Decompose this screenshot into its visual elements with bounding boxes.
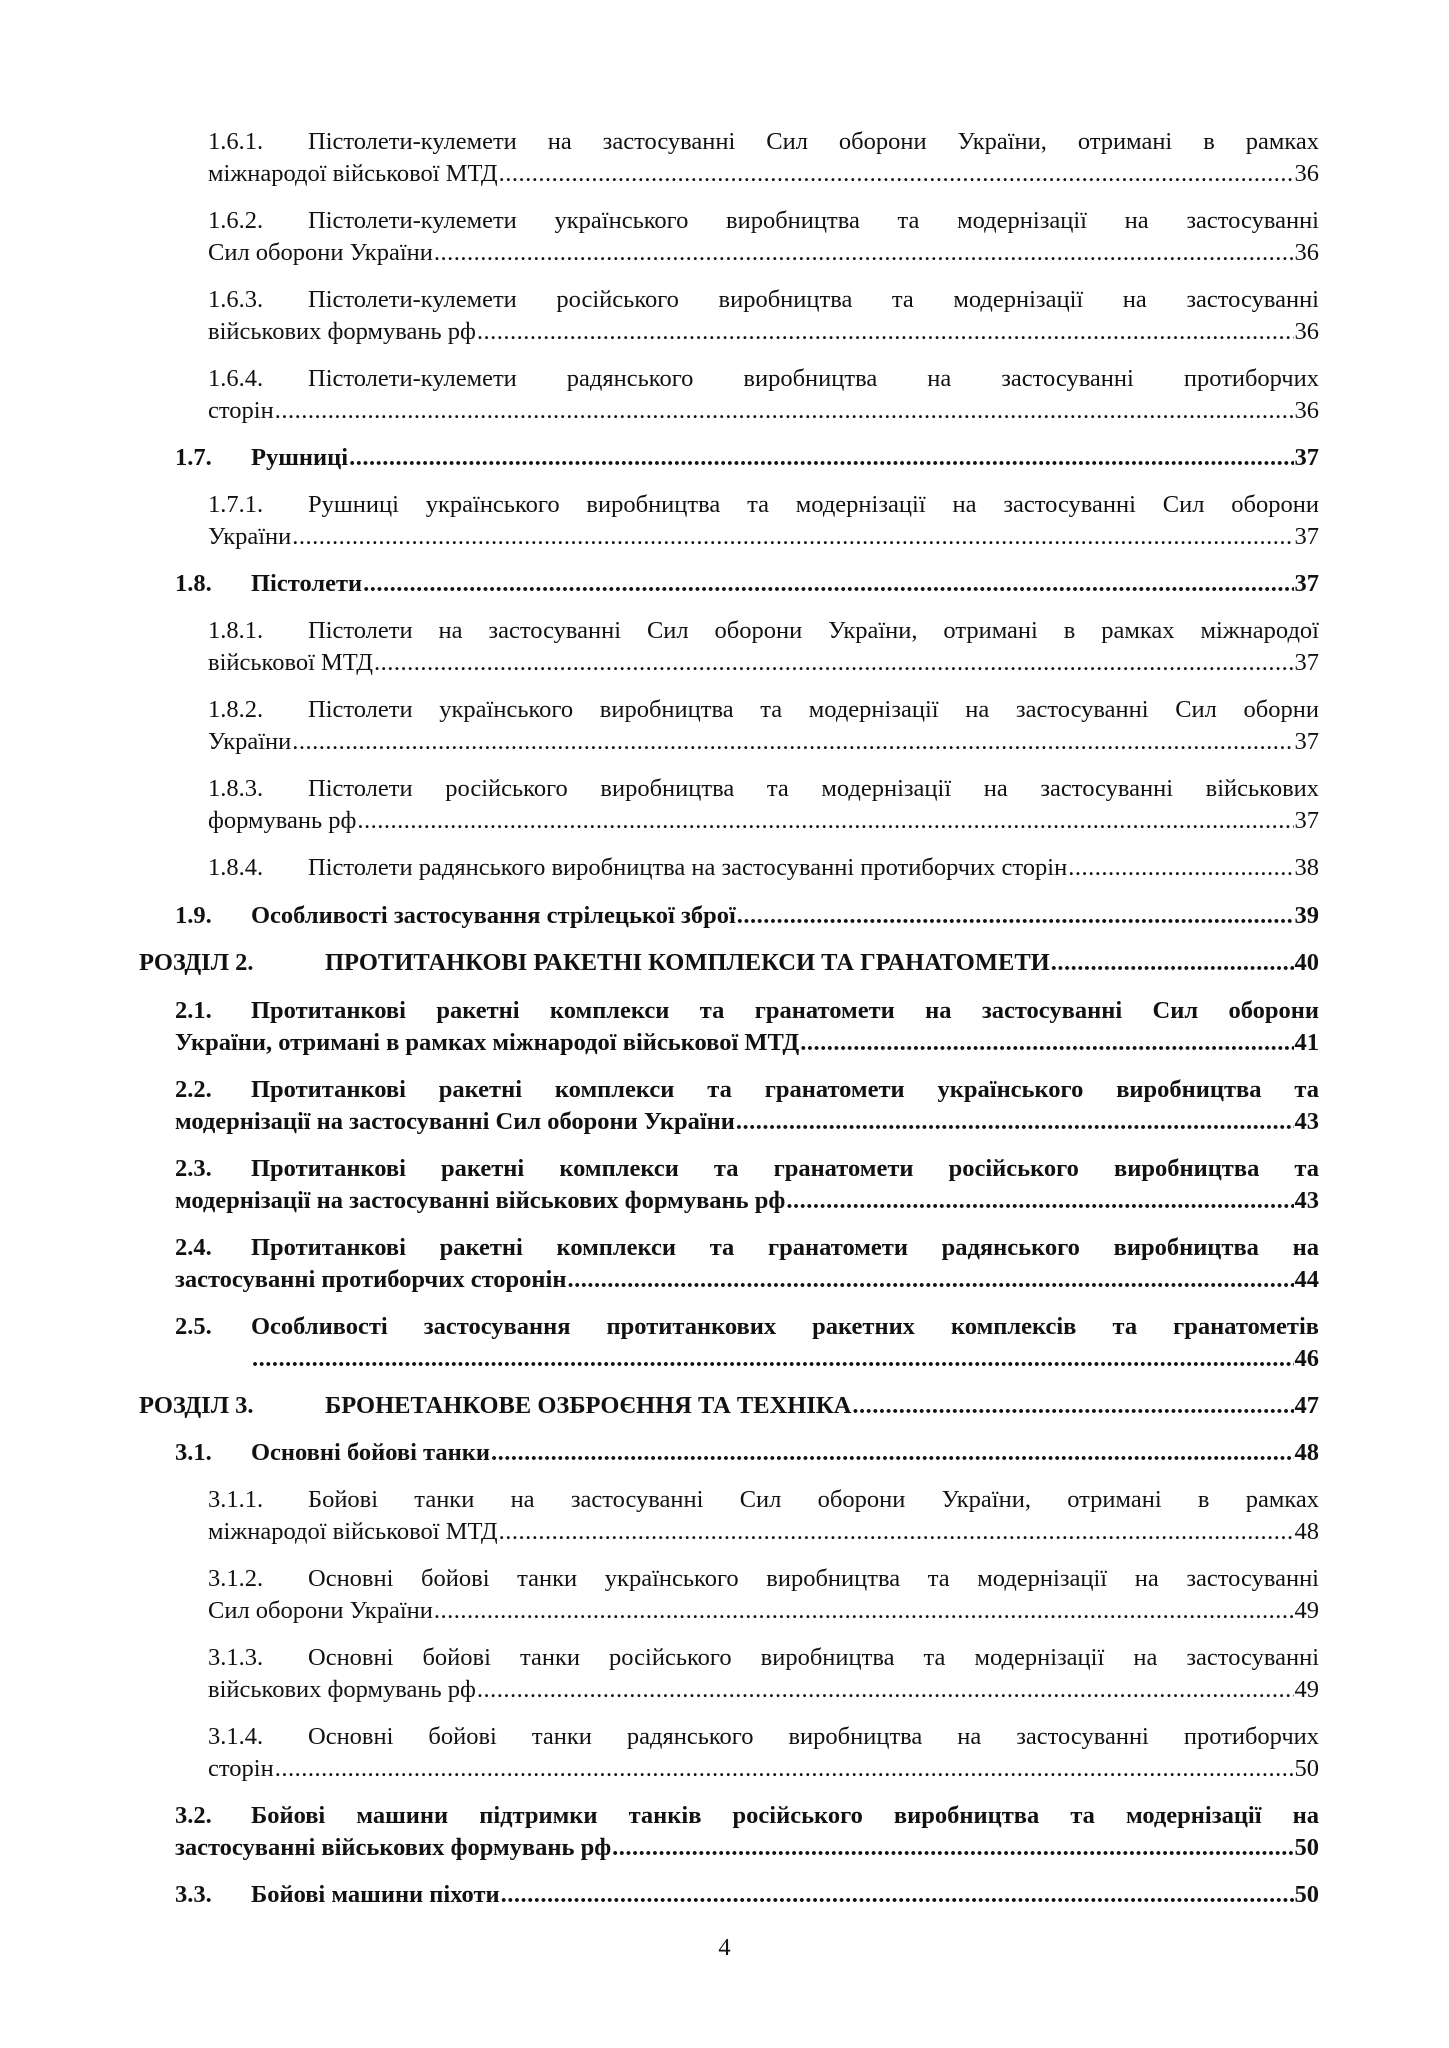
toc-number: РОЗДІЛ 3. (139, 1392, 254, 1419)
toc-title-line1: Пістолети-кулемети радянського виробництва на застосуванні протиборчих (308, 365, 1319, 392)
toc-title-line1: Основні бойові танки російського виробництва та модернізації на застосуванні (308, 1644, 1319, 1671)
toc-page-number: 37 (1294, 728, 1319, 755)
toc-page-number: 43 (1294, 1108, 1319, 1135)
toc-number: 1.6.2. (208, 207, 264, 234)
toc-number: 2.2. (175, 1076, 212, 1103)
toc-title-line2: модернізації на застосуванні Сил оборони України (175, 1108, 735, 1135)
toc-number: 1.7. (175, 444, 212, 471)
toc-number: РОЗДІЛ 2. (139, 949, 254, 976)
toc-leader-dots (434, 1595, 1294, 1627)
toc-title-line2: сторін (208, 1755, 274, 1782)
toc-leader-dots (786, 1185, 1293, 1217)
toc-entry-1-8-1[interactable] (208, 615, 1319, 679)
toc-entry-1-6-3[interactable] (208, 284, 1319, 348)
toc-page-number: 49 (1294, 1597, 1319, 1624)
toc-page-number: 37 (1294, 444, 1319, 471)
toc-page-number: 41 (1294, 1029, 1319, 1056)
toc-entry-1-8[interactable] (175, 568, 1319, 600)
toc-leader-dots (349, 442, 1293, 474)
toc-leader-dots (275, 1753, 1294, 1785)
page-number: 4 (718, 1934, 731, 1961)
toc-leader-dots (363, 568, 1293, 600)
toc-entry-1-8-3[interactable] (208, 773, 1319, 837)
toc-number: 2.4. (175, 1234, 212, 1261)
toc-page-number: 46 (1294, 1345, 1319, 1372)
toc-entry-1-8-4[interactable] (208, 852, 1319, 884)
toc-entry-3-3[interactable] (175, 1879, 1319, 1911)
toc-title-line1: Пістолети-кулемети на застосуванні Сил оборони України, отримані в рамках (308, 128, 1319, 155)
toc-title-line1: Протитанкові ракетні комплекси та гранатомети російського виробництва та (251, 1155, 1319, 1182)
toc-leader-dots (357, 805, 1293, 837)
toc-number: 3.1. (175, 1439, 212, 1466)
toc-title-line1: Пістолети-кулемети українського виробництва та модернізації на застосуванні (308, 207, 1319, 234)
toc-number: 1.9. (175, 902, 212, 929)
toc-title-line2: України (208, 523, 292, 550)
toc-page-number: 48 (1294, 1518, 1319, 1545)
toc-title-line1: Протитанкові ракетні комплекси та гранатомети радянського виробництва на (251, 1234, 1319, 1261)
toc-entry-2-3[interactable] (175, 1153, 1319, 1217)
toc-title-line2: сторін (208, 397, 274, 424)
toc-title-line2: Сил оборони України (208, 1597, 433, 1624)
toc-number: 1.8.3. (208, 775, 264, 802)
toc-page-number: 37 (1294, 807, 1319, 834)
toc-leader-dots (477, 1674, 1294, 1706)
toc-page-number: 38 (1294, 854, 1319, 881)
toc-title-line2: військових формувань рф (208, 1676, 476, 1703)
toc-entry-2-5[interactable] (175, 1311, 1319, 1375)
toc-title-line1: Бойові танки на застосуванні Сил оборони України, отримані в рамках (308, 1486, 1319, 1513)
toc-leader-dots (800, 1027, 1293, 1059)
toc-page-number: 36 (1294, 318, 1319, 345)
toc-title-line2: Сил оборони України (208, 239, 433, 266)
toc-number: 1.8.4. (208, 854, 264, 881)
toc-number: 2.3. (175, 1155, 212, 1182)
toc-leader-dots (612, 1832, 1293, 1864)
toc-page-number: 36 (1294, 160, 1319, 187)
toc-page-number: 39 (1294, 902, 1319, 929)
toc-title-line1: Основні бойові танки українського виробництва та модернізації на застосуванні (308, 1565, 1319, 1592)
toc-leader-dots (499, 158, 1294, 190)
toc-title-line1: Протитанкові ракетні комплекси та гранатомети на застосуванні Сил оборони (251, 997, 1319, 1024)
toc-title: Рушниці (251, 444, 349, 471)
toc-leader-dots (567, 1264, 1293, 1296)
toc-title-line2: України (208, 728, 292, 755)
toc-title-line2: формувань рф (208, 807, 357, 834)
toc-leader-dots (292, 521, 1293, 553)
toc-page-number: 43 (1294, 1187, 1319, 1214)
toc-title-line1: Пістолети українського виробництва та модернізації на застосуванні Сил оборни (308, 696, 1319, 723)
toc-leader-dots (737, 900, 1294, 932)
toc-entry-3-1-4[interactable] (208, 1721, 1319, 1785)
toc-leader-dots (1068, 852, 1293, 884)
toc-title-line2: України, отримані в рамках міжнародої військової МТД (175, 1029, 800, 1056)
toc-entry-1-8-2[interactable] (208, 694, 1319, 758)
toc-number: 2.5. (175, 1313, 212, 1340)
toc-chapter-2[interactable] (139, 947, 1319, 979)
toc-title-line2: міжнародої військової МТД (208, 160, 498, 187)
toc-title: ПРОТИТАНКОВІ РАКЕТНІ КОМПЛЕКСИ ТА ГРАНАТОМЕТИ (325, 949, 1050, 976)
toc-title-line2: застосуванні військових формувань рф (175, 1834, 612, 1861)
toc-title-line1: Особливості застосування протитанкових ракетних комплексів та гранатометів (251, 1313, 1319, 1340)
toc-number: 1.8.1. (208, 617, 264, 644)
toc-page-number: 50 (1294, 1755, 1319, 1782)
toc-title-line2: модернізації на застосуванні військових формувань рф (175, 1187, 786, 1214)
toc-entry-2-4[interactable] (175, 1232, 1319, 1296)
toc-title: Бойові машини піхоти (251, 1881, 500, 1908)
toc-title-line2: військових формувань рф (208, 318, 476, 345)
toc-entry-3-2[interactable] (175, 1800, 1319, 1864)
toc-page-number: 36 (1294, 239, 1319, 266)
toc-number: 1.6.3. (208, 286, 264, 313)
toc-entry-2-2[interactable] (175, 1074, 1319, 1138)
toc-leader-dots (852, 1390, 1293, 1422)
toc-leader-dots (1051, 947, 1294, 979)
toc-leader-dots (275, 395, 1294, 427)
toc-number: 3.1.4. (208, 1723, 264, 1750)
toc-title-line1: Протитанкові ракетні комплекси та гранатомети українського виробництва та (251, 1076, 1319, 1103)
toc-entry-1-6-2[interactable] (208, 205, 1319, 269)
toc-page-number: 48 (1294, 1439, 1319, 1466)
toc-number: 1.6.4. (208, 365, 264, 392)
toc-entry-3-1-3[interactable] (208, 1642, 1319, 1706)
toc-leader-dots (434, 237, 1294, 269)
toc-title-line2: військової МТД (208, 649, 373, 676)
toc-number: 3.1.3. (208, 1644, 264, 1671)
toc-page-number: 36 (1294, 397, 1319, 424)
toc-leader-dots (499, 1516, 1294, 1548)
toc-title-line1: Бойові машини підтримки танків російського виробництва та модернізації на (251, 1802, 1319, 1829)
toc-title-line1: Пістолети російського виробництва та модернізації на застосуванні військових (308, 775, 1319, 802)
toc-number: 1.7.1. (208, 491, 264, 518)
toc-title-line1: Пістолети-кулемети російського виробництва та модернізації на застосуванні (308, 286, 1319, 313)
toc-leader-dots (491, 1437, 1294, 1469)
toc-leader-dots (736, 1106, 1294, 1138)
toc-chapter-3[interactable] (139, 1390, 1319, 1422)
toc-number: 2.1. (175, 997, 212, 1024)
toc-page-number: 37 (1294, 523, 1319, 550)
toc-entry-1-7-1[interactable] (208, 489, 1319, 553)
toc-page-number: 40 (1294, 949, 1319, 976)
toc-page-number: 44 (1294, 1266, 1319, 1293)
toc-number: 3.2. (175, 1802, 212, 1829)
toc-leader-dots (292, 726, 1293, 758)
toc-page-number: 37 (1294, 649, 1319, 676)
toc-title: Особливості застосування стрілецької зброї (251, 902, 736, 929)
toc-title: Основні бойові танки (251, 1439, 490, 1466)
toc-entry-3-1-1[interactable] (208, 1484, 1319, 1548)
toc-number: 1.8. (175, 570, 212, 597)
toc-entry-3-1[interactable] (175, 1437, 1319, 1469)
toc-entry-1-6-4[interactable] (208, 363, 1319, 427)
toc-entry-1-7[interactable] (175, 442, 1319, 474)
toc-page-number: 49 (1294, 1676, 1319, 1703)
toc-title: Пістолети радянського виробництва на застосуванні протиборчих сторін (308, 854, 1068, 881)
toc-entry-3-1-2[interactable] (208, 1563, 1319, 1627)
toc-title: Пістолети (251, 570, 363, 597)
toc-entry-1-6-1[interactable] (208, 126, 1319, 190)
toc-number: 1.8.2. (208, 696, 264, 723)
toc-title-line1: Пістолети на застосуванні Сил оборони України, отримані в рамках міжнародої (308, 617, 1319, 644)
toc-page-number: 50 (1294, 1881, 1319, 1908)
toc-leader-dots (501, 1879, 1294, 1911)
toc-page-number: 37 (1294, 570, 1319, 597)
toc-page-number: 47 (1294, 1392, 1319, 1419)
toc-title-line2: міжнародої військової МТД (208, 1518, 498, 1545)
toc-number: 3.1.1. (208, 1486, 264, 1513)
toc-leader-dots (374, 647, 1294, 679)
toc-entry-2-1[interactable] (175, 995, 1319, 1059)
toc-page-number: 50 (1294, 1834, 1319, 1861)
toc-number: 1.6.1. (208, 128, 264, 155)
toc-title-line1: Основні бойові танки радянського виробництва на застосуванні протиборчих (308, 1723, 1319, 1750)
toc-number: 3.1.2. (208, 1565, 264, 1592)
toc-title-line2: застосуванні протиборчих сторонін (175, 1266, 567, 1293)
toc-number: 3.3. (175, 1881, 212, 1908)
toc-leader-dots (477, 316, 1294, 348)
toc-entry-1-9[interactable] (175, 900, 1319, 932)
toc-title: БРОНЕТАНКОВЕ ОЗБРОЄННЯ ТА ТЕХНІКА (325, 1392, 852, 1419)
toc-title-line1: Рушниці українського виробництва та модернізації на застосуванні Сил оборони (308, 491, 1319, 518)
toc-leader-dots (252, 1343, 1294, 1375)
